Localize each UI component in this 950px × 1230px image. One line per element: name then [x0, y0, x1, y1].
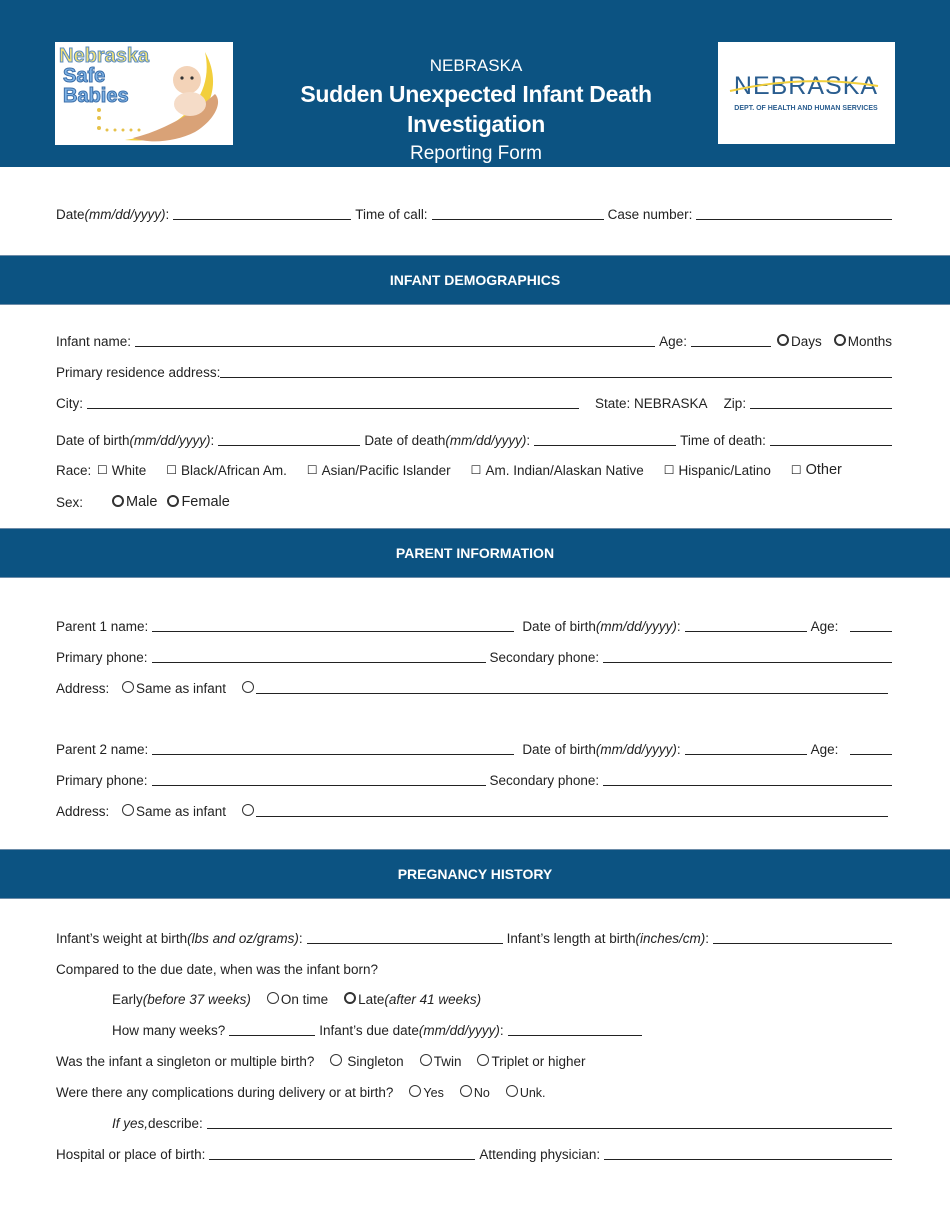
- parent2-dob-field[interactable]: [685, 741, 807, 755]
- safe-babies-logo-graphic: [55, 42, 233, 145]
- birth-weight-colon: :: [298, 931, 303, 946]
- race-asian-checkbox[interactable]: ☐: [306, 463, 318, 477]
- race-hispanic-label: Hispanic/Latino: [678, 463, 771, 478]
- infant-dod-field[interactable]: [534, 432, 676, 446]
- section-parent-information: PARENT INFORMATION: [0, 528, 950, 578]
- race-other-checkbox[interactable]: ☐: [790, 463, 802, 477]
- race-black-checkbox[interactable]: ☐: [166, 463, 178, 477]
- complications-no-label: No: [473, 1086, 490, 1100]
- on-time-radio[interactable]: [267, 992, 279, 1004]
- nebraska-safe-babies-logo: [55, 42, 233, 145]
- months-option[interactable]: [834, 334, 892, 349]
- multiple-birth-row: [56, 1049, 892, 1069]
- singleton-label: Singleton: [347, 1054, 404, 1069]
- race-row: [56, 458, 892, 478]
- parent1-dob-colon: :: [676, 619, 681, 634]
- call-info-row: [56, 202, 892, 222]
- multiple-birth-question: Was the infant a singleton or multiple birth?: [56, 1054, 315, 1069]
- infant-dob-field[interactable]: [218, 432, 360, 446]
- singleton-radio[interactable]: [330, 1054, 342, 1066]
- on-time-option[interactable]: [267, 992, 328, 1007]
- logo-word-3: Babies: [63, 85, 129, 107]
- weeks-row: [112, 1018, 892, 1038]
- parent2-other-address-radio[interactable]: [242, 804, 254, 816]
- due-date-question-row: [56, 957, 892, 977]
- physician-field[interactable]: [604, 1146, 892, 1160]
- logo-word-2: Safe: [63, 65, 106, 87]
- race-black-label: Black/African Am.: [181, 463, 287, 478]
- parent1-name-row: [56, 614, 892, 634]
- time-of-call-field[interactable]: [432, 206, 604, 220]
- residence-field[interactable]: [220, 364, 892, 378]
- birth-length-label: Infant’s length at birth: [506, 931, 636, 946]
- late-label: Late: [358, 992, 385, 1007]
- dhhs-logo-name: NEBRASKA: [733, 72, 879, 100]
- parent1-primary-phone-field[interactable]: [152, 649, 486, 663]
- parent2-secondary-phone-label: Secondary phone:: [489, 773, 600, 788]
- parent2-address-label: Address:: [56, 804, 110, 819]
- complications-yes-label: Yes: [423, 1086, 444, 1100]
- parent1-address-field[interactable]: [256, 680, 888, 694]
- page-title: Sudden Unexpected Infant Death Investigation: [300, 81, 652, 137]
- birth-weight-field[interactable]: [307, 930, 503, 944]
- birth-length-hint: (inches/cm): [635, 931, 706, 946]
- parent2-dob-label: Date of birth: [522, 742, 596, 757]
- race-hispanic-checkbox[interactable]: ☐: [663, 463, 675, 477]
- infant-name-field[interactable]: [135, 333, 655, 347]
- parent1-other-address-radio[interactable]: [242, 681, 254, 693]
- hospital-field[interactable]: [209, 1146, 475, 1160]
- complications-no-option[interactable]: [460, 1085, 490, 1100]
- infant-dod-label: Date of death: [364, 433, 446, 448]
- sex-male-radio[interactable]: [112, 495, 124, 507]
- section-infant-demographics: INFANT DEMOGRAPHICS: [0, 255, 950, 305]
- parent1-same-as-infant-radio[interactable]: [122, 681, 134, 693]
- form-title-block: [250, 56, 702, 167]
- baby-head: [173, 66, 201, 94]
- parent1-dob-label: Date of birth: [522, 619, 596, 634]
- birth-length-field[interactable]: [713, 930, 892, 944]
- birth-weight-label: Infant’s weight at birth: [56, 931, 188, 946]
- complications-row: [56, 1080, 892, 1100]
- date-colon: :: [165, 207, 170, 222]
- sex-label: Sex:: [56, 495, 84, 510]
- parent2-age-field[interactable]: [850, 741, 892, 755]
- parent2-name-field[interactable]: [152, 741, 514, 755]
- parent1-phone-row: [56, 645, 892, 665]
- weeks-field[interactable]: [229, 1022, 315, 1036]
- parent1-dob-hint: (mm/dd/yyyy): [595, 619, 677, 634]
- sex-female-label: Female: [181, 494, 230, 510]
- complications-unk-option[interactable]: [506, 1085, 546, 1100]
- describe-label: describe:: [148, 1116, 203, 1131]
- sex-female-option[interactable]: [167, 494, 229, 510]
- late-hint: (after 41 weeks): [384, 992, 482, 1007]
- physician-label: Attending physician:: [479, 1147, 601, 1162]
- time-of-call-label: Time of call:: [355, 207, 428, 222]
- dhhs-logo-graphic: [718, 42, 895, 144]
- infant-name-row: [56, 329, 892, 349]
- infant-dod-hint: (mm/dd/yyyy): [445, 433, 527, 448]
- birth-length-colon: :: [705, 931, 710, 946]
- race-option-other[interactable]: [791, 462, 842, 478]
- stars-decoration: [97, 108, 141, 132]
- parent2-same-as-infant-radio[interactable]: [122, 804, 134, 816]
- time-of-death-label: Time of death:: [680, 433, 766, 448]
- infant-name-label: Infant name:: [56, 334, 132, 349]
- due-date-question: Compared to the due date, when was the infant born?: [56, 962, 378, 977]
- months-label: Months: [847, 334, 892, 349]
- infant-dates-row: [56, 428, 892, 448]
- parent1-age-label: Age:: [810, 619, 839, 634]
- triplet-label: Triplet or higher: [491, 1054, 586, 1069]
- parent2-same-as-infant-option[interactable]: [122, 804, 226, 819]
- twin-label: Twin: [433, 1054, 462, 1069]
- early-label: Early: [112, 992, 143, 1007]
- residence-row: [56, 360, 892, 380]
- parent1-dob-field[interactable]: [685, 618, 807, 632]
- race-native-checkbox[interactable]: ☐: [470, 463, 482, 477]
- parent2-primary-phone-field[interactable]: [152, 772, 486, 786]
- due-date-colon: :: [499, 1023, 504, 1038]
- parent2-age-label: Age:: [810, 742, 839, 757]
- triplet-option[interactable]: [477, 1054, 585, 1069]
- race-white-label: White: [111, 463, 147, 478]
- race-option-hispanic[interactable]: [664, 463, 771, 478]
- title-state: NEBRASKA: [429, 56, 523, 75]
- singleton-option[interactable]: [330, 1054, 403, 1069]
- sex-male-label: Male: [126, 494, 158, 510]
- baby-eye-right: [190, 76, 193, 79]
- race-option-white[interactable]: [97, 463, 146, 478]
- section-pregnancy-history: PREGNANCY HISTORY: [0, 849, 950, 899]
- due-date-hint: (mm/dd/yyyy): [418, 1023, 500, 1038]
- birth-place-row: [56, 1142, 892, 1162]
- parent1-name-field[interactable]: [152, 618, 514, 632]
- birth-weight-hint: (lbs and oz/grams): [187, 931, 299, 946]
- race-white-checkbox[interactable]: ☐: [97, 463, 108, 477]
- logo-word-1: Nebraska: [59, 45, 150, 67]
- parent2-same-as-infant-label: Same as infant: [136, 804, 227, 819]
- due-date-label: Infant’s due date: [319, 1023, 419, 1038]
- case-number-label: Case number:: [607, 207, 693, 222]
- sex-row: [56, 490, 892, 510]
- race-option-asian[interactable]: [307, 463, 451, 478]
- state-label: State: NEBRASKA: [595, 396, 708, 411]
- parent1-age-field[interactable]: [850, 618, 892, 632]
- complications-describe-row: [112, 1111, 892, 1131]
- race-option-black[interactable]: [166, 463, 287, 478]
- hospital-label: Hospital or place of birth:: [56, 1147, 206, 1162]
- race-label: Race:: [56, 463, 92, 478]
- dhhs-logo: [718, 42, 895, 144]
- parent1-address-label: Address:: [56, 681, 110, 696]
- date-format-hint: (mm/dd/yyyy): [84, 207, 166, 222]
- parent2-primary-phone-label: Primary phone:: [56, 773, 148, 788]
- parent2-phone-row: [56, 768, 892, 788]
- twin-option[interactable]: [420, 1054, 462, 1069]
- on-time-label: On time: [280, 992, 329, 1007]
- complications-unk-radio[interactable]: [506, 1085, 518, 1097]
- zip-label: Zip:: [723, 396, 747, 411]
- birth-measurements-row: [56, 926, 892, 946]
- form-header: [0, 0, 950, 167]
- birth-timing-row: [112, 987, 892, 1007]
- complications-describe-field[interactable]: [207, 1115, 892, 1129]
- baby-eye-left: [180, 76, 183, 79]
- days-option[interactable]: [777, 334, 822, 349]
- parent1-same-as-infant-option[interactable]: [122, 681, 226, 696]
- parent2-dob-colon: :: [676, 742, 681, 757]
- race-asian-label: Asian/Pacific Islander: [321, 463, 451, 478]
- sex-female-radio[interactable]: [167, 495, 179, 507]
- race-native-label: Am. Indian/Alaskan Native: [485, 463, 644, 478]
- parent2-address-row: [56, 799, 892, 819]
- parent1-secondary-phone-label: Secondary phone:: [489, 650, 600, 665]
- days-radio[interactable]: [777, 334, 789, 346]
- months-radio[interactable]: [834, 334, 846, 346]
- parent2-dob-hint: (mm/dd/yyyy): [595, 742, 677, 757]
- complications-question: Were there any complications during delivery or at birth?: [56, 1085, 394, 1100]
- case-number-field[interactable]: [696, 206, 892, 220]
- baby-body: [174, 92, 206, 116]
- dhhs-logo-dept: DEPT. OF HEALTH AND HUMAN SERVICES: [734, 105, 878, 112]
- parent2-secondary-phone-field[interactable]: [603, 772, 892, 786]
- infant-age-field[interactable]: [691, 333, 771, 347]
- race-other-label: Other: [805, 462, 842, 478]
- days-label: Days: [790, 334, 822, 349]
- triplet-radio[interactable]: [477, 1054, 489, 1066]
- infant-dob-label: Date of birth: [56, 433, 130, 448]
- parent1-primary-phone-label: Primary phone:: [56, 650, 148, 665]
- infant-dod-colon: :: [526, 433, 531, 448]
- complications-unk-label: Unk.: [519, 1086, 546, 1100]
- late-option[interactable]: [344, 992, 481, 1007]
- race-option-native[interactable]: [471, 463, 644, 478]
- infant-dob-colon: :: [210, 433, 215, 448]
- city-label: City:: [56, 396, 83, 411]
- parent2-name-label: Parent 2 name:: [56, 742, 149, 757]
- twin-radio[interactable]: [420, 1054, 432, 1066]
- parent1-same-as-infant-label: Same as infant: [136, 681, 227, 696]
- infant-dob-hint: (mm/dd/yyyy): [129, 433, 211, 448]
- residence-label: Primary residence address:: [56, 365, 221, 380]
- city-row: [56, 391, 892, 411]
- parent2-address-field[interactable]: [256, 803, 888, 817]
- time-of-death-field[interactable]: [770, 432, 892, 446]
- complications-yes-option[interactable]: [409, 1085, 443, 1100]
- page-subtitle: Reporting Form: [410, 143, 542, 164]
- complications-yes-radio[interactable]: [409, 1085, 421, 1097]
- parent2-name-row: [56, 737, 892, 757]
- zip-field[interactable]: [750, 395, 892, 409]
- late-radio[interactable]: [344, 992, 356, 1004]
- sex-male-option[interactable]: [112, 494, 157, 510]
- parent1-secondary-phone-field[interactable]: [603, 649, 892, 663]
- weeks-label: How many weeks?: [112, 1023, 226, 1038]
- date-label: Date: [56, 207, 85, 222]
- if-yes-label: If yes,: [112, 1116, 149, 1131]
- parent1-address-row: [56, 676, 892, 696]
- city-field[interactable]: [87, 395, 579, 409]
- complications-no-radio[interactable]: [460, 1085, 472, 1097]
- due-date-field[interactable]: [508, 1022, 642, 1036]
- early-hint: (before 37 weeks): [142, 992, 251, 1007]
- parent1-name-label: Parent 1 name:: [56, 619, 149, 634]
- infant-age-label: Age:: [659, 334, 687, 349]
- date-field[interactable]: [173, 206, 351, 220]
